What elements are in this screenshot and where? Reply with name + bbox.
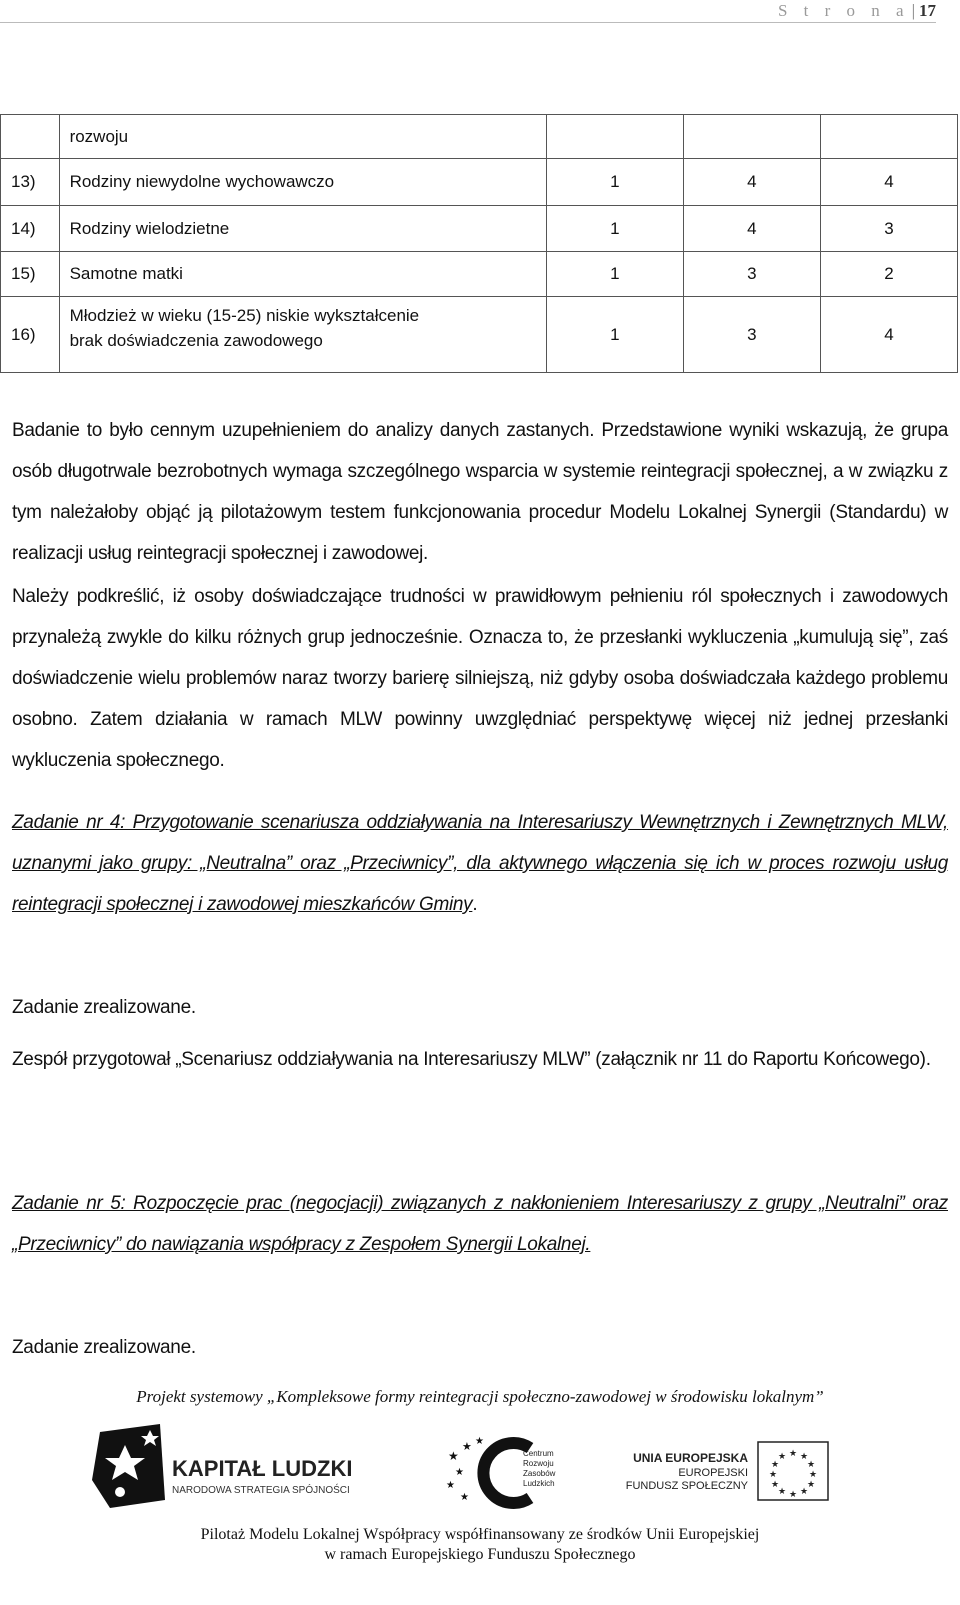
kapital-ludzki-logo bbox=[92, 1424, 352, 1508]
paragraph-research: Badanie to było cennym uzupełnieniem do analizy danych zastanych. Przedstawione wyniki wskazują, że grupa osób długotrwale bezrobotnych wymaga szczególnego wsparcia w systemie reintegracji społecznej, a w związku z tym należałoby objąć ją pilotażowym testem funkcjonowania procedur Modelu Lokalnej Synergii (Standardu) w realizacji usług reintegracji społecznej i zawodowej. bbox=[12, 420, 948, 564]
task-5-status: Zadanie zrealizowane. bbox=[12, 1337, 196, 1358]
svg-text:★: ★ bbox=[769, 1469, 778, 1479]
star-icon: ★ bbox=[455, 1467, 464, 1478]
table-cell-label-line: Młodzież w wieku (15-25) niskie wykształcenie bbox=[69, 306, 420, 325]
page-header bbox=[0, 0, 936, 23]
groups-table bbox=[0, 114, 958, 373]
table-cell-value: 1 bbox=[546, 297, 683, 373]
svg-text:★: ★ bbox=[789, 1489, 798, 1499]
crzl-line-1: Centrum bbox=[523, 1449, 554, 1458]
star-icon: ★ bbox=[448, 1449, 459, 1463]
kl-subtitle: NARODOWA STRATEGIA SPÓJNOŚCI bbox=[172, 1485, 350, 1496]
table-cell-value: 2 bbox=[820, 252, 957, 297]
table-cell-value: 4 bbox=[820, 297, 957, 373]
eu-line-1: UNIA EUROPEJSKA bbox=[633, 1451, 748, 1465]
table-cell-label: Rodziny wielodzietne bbox=[59, 206, 546, 252]
svg-text:★: ★ bbox=[807, 1459, 816, 1469]
table-cell-label bbox=[59, 297, 546, 373]
table-cell-no: 13) bbox=[1, 159, 60, 206]
svg-text:★: ★ bbox=[778, 1486, 787, 1496]
eu-line-2: EUROPEJSKI bbox=[678, 1467, 748, 1479]
kl-title: KAPITAŁ LUDZKI bbox=[172, 1456, 353, 1481]
task-4-heading bbox=[12, 802, 948, 925]
table-cell-value: 4 bbox=[683, 206, 820, 252]
task-4-text: Zadanie nr 4: Przygotowanie scenariusza oddziaływania na Interesariuszy Wewnętrznych i Zewnętrznych MLW, uznanymi jako grupy: „Neutralna” oraz „Przeciwnicy”, dla aktywnego włączenia się ich w proces rozwoju usług reintegracji społecznej i zawodowej mieszkańców Gminy bbox=[12, 812, 948, 915]
footer-note-line: w ramach Europejskiego Funduszu Społecznego bbox=[324, 1546, 636, 1563]
svg-text:★: ★ bbox=[771, 1459, 780, 1469]
crzl-line-2: Rozwoju bbox=[523, 1459, 554, 1468]
page-separator: | bbox=[911, 1, 915, 20]
svg-text:★: ★ bbox=[800, 1451, 809, 1461]
task-5-heading bbox=[12, 1183, 948, 1265]
crzl-logo bbox=[446, 1436, 556, 1503]
svg-text:★: ★ bbox=[809, 1469, 818, 1479]
table-row bbox=[1, 206, 958, 252]
table-cell-label: Rodziny niewydolne wychowawczo bbox=[59, 159, 546, 206]
table-cell-no: 16) bbox=[1, 297, 60, 373]
svg-text:★: ★ bbox=[771, 1479, 780, 1489]
table-cell-value: 1 bbox=[546, 206, 683, 252]
footer-note-line: Pilotaż Modelu Lokalnej Współpracy współfinansowany ze środków Unii Europejskiej bbox=[200, 1526, 760, 1543]
star-icon: ★ bbox=[462, 1441, 472, 1453]
task-5-text: Zadanie nr 5: Rozpoczęcie prac (negocjacji) związanych z nakłonieniem Interesariuszy z grupy „Neutralni” oraz „Przeciwnicy” do nawiązania współpracy z Zespołem Synergii Lokalnej. bbox=[12, 1193, 948, 1255]
svg-text:★: ★ bbox=[789, 1448, 798, 1458]
table-cell-no: 14) bbox=[1, 206, 60, 252]
footer-cofinancing-note bbox=[0, 1525, 960, 1565]
crzl-line-3: Zasobów bbox=[523, 1469, 556, 1478]
table-row bbox=[1, 115, 958, 159]
table-cell-value: 4 bbox=[683, 159, 820, 206]
svg-text:★: ★ bbox=[807, 1479, 816, 1489]
table-row bbox=[1, 297, 958, 373]
table-cell-value: 3 bbox=[683, 252, 820, 297]
table-cell-no: 15) bbox=[1, 252, 60, 297]
star-icon: ★ bbox=[460, 1492, 469, 1503]
eu-line-3: FUNDUSZ SPOŁECZNY bbox=[625, 1480, 748, 1492]
crzl-line-4: Ludzkich bbox=[523, 1479, 555, 1488]
table-cell-value: 1 bbox=[546, 159, 683, 206]
footer-logos bbox=[0, 1420, 960, 1530]
table-row bbox=[1, 159, 958, 206]
table-row bbox=[1, 252, 958, 297]
table-cell-label: Samotne matki bbox=[59, 252, 546, 297]
task-4-status: Zadanie zrealizowane. bbox=[12, 997, 196, 1018]
task-4-period: . bbox=[472, 894, 478, 915]
table-cell-label: rozwoju bbox=[59, 115, 546, 159]
page-word: S t r o n a bbox=[777, 1, 910, 20]
table-cell-value: 4 bbox=[820, 159, 957, 206]
footer-project-title: Projekt systemowy „Kompleksowe formy reintegracji społeczno-zawodowej w środowisku lokalnym” bbox=[136, 1387, 824, 1406]
paragraph-scenario: Zespół przygotował „Scenariusz oddziaływania na Interesariuszy MLW” (załącznik nr 11 do Raportu Końcowego). bbox=[12, 1049, 931, 1070]
table-cell-value: 3 bbox=[683, 297, 820, 373]
star-icon: ★ bbox=[475, 1436, 484, 1447]
star-icon: ★ bbox=[446, 1480, 455, 1491]
svg-text:★: ★ bbox=[800, 1486, 809, 1496]
table-cell-value: 3 bbox=[820, 206, 957, 252]
eu-logo bbox=[626, 1442, 828, 1500]
table-cell-value: 1 bbox=[546, 252, 683, 297]
table-cell-label-line: brak doświadczenia zawodowego bbox=[69, 331, 323, 350]
svg-text:★: ★ bbox=[778, 1451, 787, 1461]
page-number: 17 bbox=[919, 1, 936, 20]
logos-graphic bbox=[0, 1420, 960, 1530]
paragraph-exclusion: Należy podkreślić, iż osoby doświadczające trudności w prawidłowym pełnieniu ról społecznych i zawodowych przynależą zwykle do kilku różnych grup jednocześnie. Oznacza to, że przesłanki wykluczenia „kumulują się”, zaś doświadczenie wielu problemów naraz tworzy barierę silniejszą, niż gdyby osoba doświadczała każdego problemu osobno. Zatem działania w ramach MLW powinny uwzględniać perspektywę więcej niż jednej przesłanki wykluczenia społecznego. bbox=[12, 586, 948, 771]
